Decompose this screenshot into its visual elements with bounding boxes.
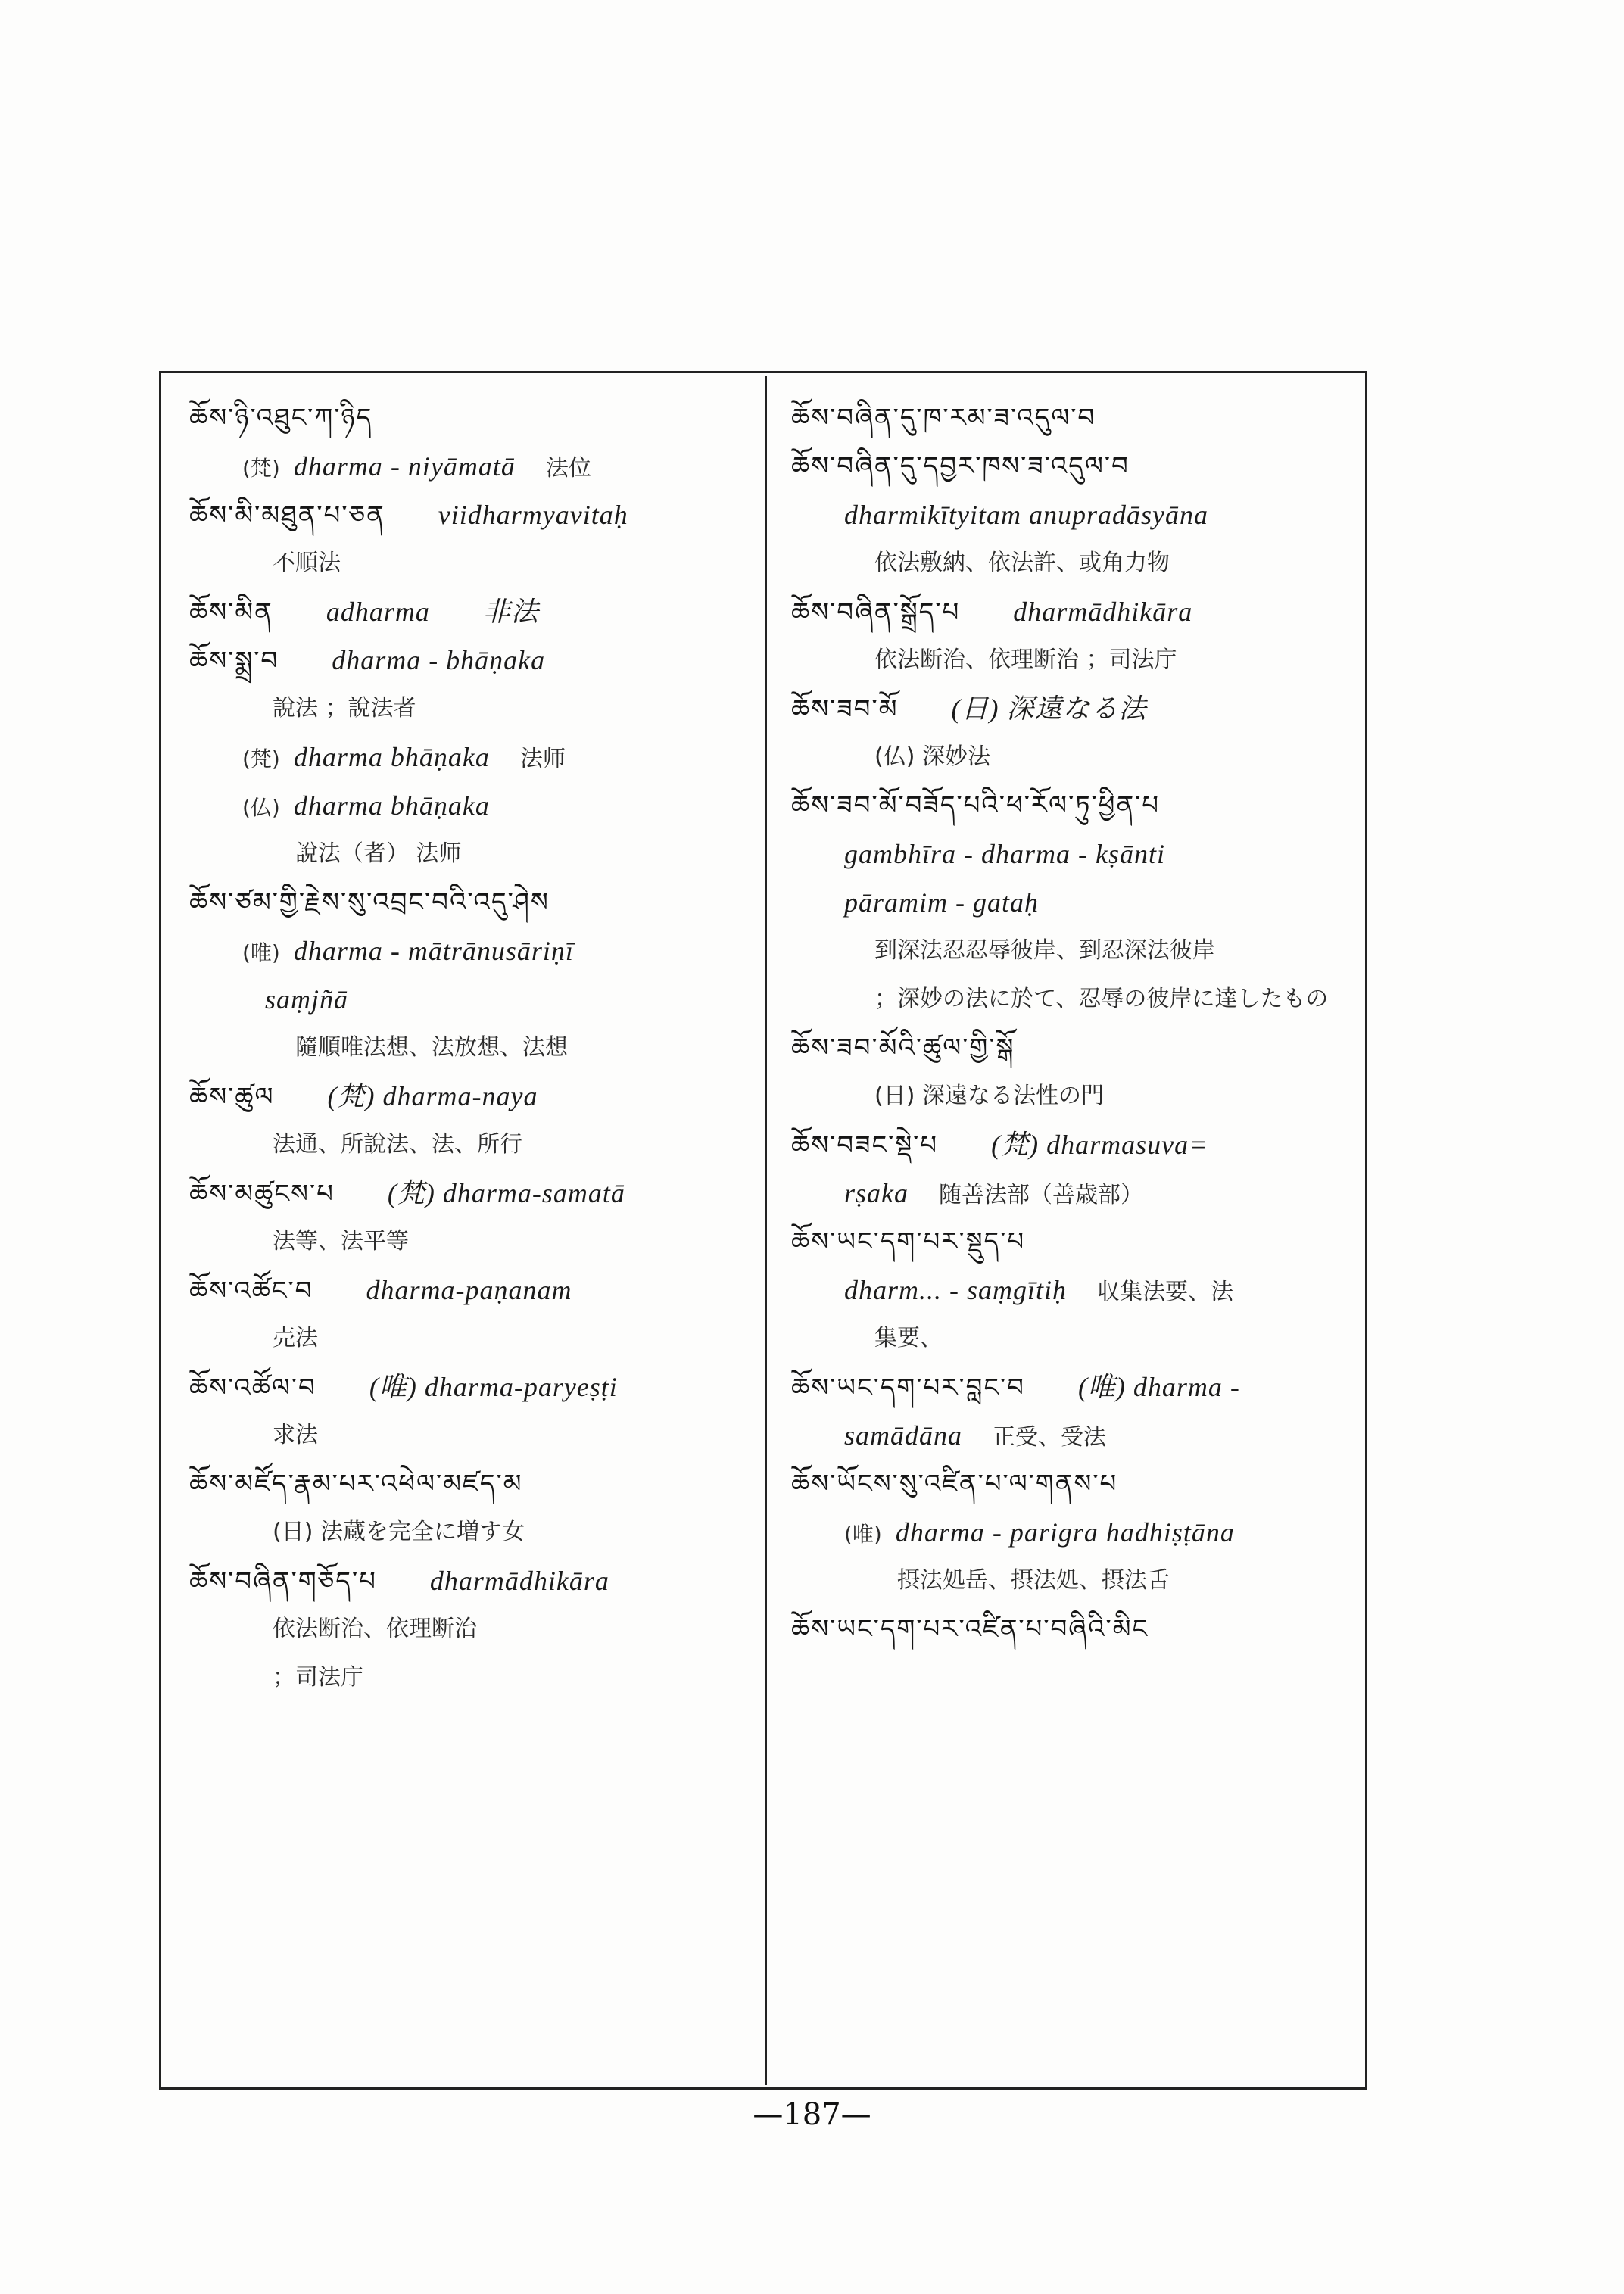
entry-gloss-line (189, 830, 772, 878)
chinese-gloss: 說法 ；說法者 (273, 695, 416, 722)
entry-gloss-line (791, 830, 1374, 878)
source-tag: (仏) (242, 795, 280, 820)
entry-headword-line (791, 1121, 1374, 1169)
entry-headword-line (791, 1024, 1374, 1072)
entry-headword-line (791, 1605, 1374, 1653)
dictionary-entry (189, 394, 772, 491)
source-tag: (梵) (242, 456, 280, 481)
dictionary-entry (791, 781, 1374, 1024)
chinese-gloss: 依法敷納、依法許、或角力物 (874, 550, 1170, 576)
sanskrit-equivalent: (梵) dharmasuva= (991, 1130, 1208, 1160)
dictionary-entry (189, 1072, 772, 1169)
entry-headword-line (189, 491, 772, 539)
tibetan-headword: ཆོས་ཡང་དག་པར་འཛིན་པ་བཞིའི་མིང (791, 1614, 1149, 1644)
sanskrit-equivalent: pāramim - gataḥ (844, 887, 1039, 918)
dictionary-entry (791, 588, 1374, 684)
entry-headword-line (189, 394, 772, 442)
dictionary-entry (791, 442, 1374, 588)
entry-gloss-line (791, 878, 1374, 927)
entry-gloss-line (791, 1266, 1374, 1314)
entry-headword-line (791, 1363, 1374, 1411)
dictionary-entry (791, 1363, 1374, 1460)
chinese-gloss: 随善法部（善歳部） (939, 1182, 1143, 1208)
tibetan-headword: ཆོས་བཞིན་གཅོད་པ (189, 1566, 377, 1597)
entry-gloss-line (791, 1314, 1374, 1363)
tibetan-headword: ཆོས་བཟང་སྡེ་པ (791, 1130, 939, 1161)
source-tag: (唯) (844, 1522, 882, 1547)
dictionary-entry (189, 636, 772, 878)
entry-headword-line (189, 1557, 772, 1605)
entry-headword-line (189, 1072, 772, 1121)
tibetan-headword: ཆོས་བཞིན་སྒྲོད་པ (791, 597, 961, 628)
entry-gloss-line (189, 1411, 772, 1460)
entry-gloss-line (791, 1557, 1374, 1605)
entry-gloss-line (189, 1217, 772, 1266)
entry-headword-line (791, 442, 1374, 491)
tibetan-headword: ཆོས་ཚུལ (189, 1082, 275, 1112)
left-column (189, 394, 772, 1702)
sanskrit-equivalent: dharma - mātrānusāriṇī (293, 936, 574, 966)
tibetan-headword: ཆོས་སྨྲ་བ (189, 646, 279, 676)
chinese-gloss: (仏) 深妙法 (874, 743, 990, 770)
chinese-gloss: 売法 (273, 1325, 318, 1351)
entry-headword-line (791, 394, 1374, 442)
chinese-gloss: 法位 (545, 455, 591, 482)
entry-headword-line (189, 1169, 772, 1217)
dictionary-entry (791, 684, 1374, 781)
entry-gloss-line (791, 539, 1374, 588)
tibetan-headword: ཆོས་ཟབ་མོ་བཟོད་པའི་ཕ་རོལ་ཏུ་ཕྱིན་པ (791, 790, 1161, 821)
tibetan-headword: ཆོས་ཙམ་གྱི་རྗེས་སུ་འབྲང་བའི་འདུ་ཤེས (189, 887, 550, 918)
entry-gloss-line (791, 1169, 1374, 1217)
entry-gloss-line (791, 636, 1374, 684)
sanskrit-equivalent: dharm... - saṃgītiḥ (844, 1275, 1068, 1305)
sanskrit-equivalent: dharma bhāṇaka (293, 790, 490, 821)
tibetan-headword: ཆོས་མཛོད་རྣམ་པར་འཕེལ་མཛད་མ (189, 1469, 523, 1499)
chinese-gloss: 摂法処岳、摂法処、摂法舌 (897, 1567, 1170, 1594)
chinese-gloss: 不順法 (273, 550, 341, 576)
sanskrit-equivalent: dharma - parigra hadhiṣṭāna (895, 1517, 1235, 1548)
chinese-gloss: 法师 (519, 746, 566, 772)
chinese-gloss: 依法断治、依理断治 (273, 1616, 477, 1642)
chinese-gloss: 法等、法平等 (273, 1228, 409, 1255)
entry-gloss-line (791, 1508, 1374, 1557)
sanskrit-equivalent: saṃjñā (265, 984, 349, 1015)
sanskrit-equivalent: (唯) dharma-paryeṣṭi (369, 1372, 618, 1402)
sanskrit-equivalent: dharma - niyāmatā (293, 451, 516, 482)
entry-gloss-line (189, 1605, 772, 1653)
chinese-gloss: 隨順唯法想、法放想、法想 (295, 1034, 568, 1061)
dictionary-entry (791, 1121, 1374, 1217)
tibetan-headword: ཆོས་བཞིན་དུ་ཁ་རམ་ཟ་འདུལ་བ (791, 403, 1096, 433)
sanskrit-equivalent: viidharmyavitaḥ (438, 500, 628, 530)
chinese-gloss: 求法 (273, 1422, 318, 1448)
sanskrit-equivalent: dharmādhikāra (1013, 597, 1193, 627)
dictionary-entry (189, 1266, 772, 1363)
sanskrit-equivalent: dharma bhāṇaka (293, 742, 490, 772)
dictionary-entry (791, 1605, 1374, 1653)
sanskrit-equivalent: dharma-paṇanam (366, 1275, 572, 1305)
entry-gloss-line (189, 975, 772, 1024)
dictionary-entry (189, 588, 772, 636)
entry-gloss-line (189, 927, 772, 975)
entry-gloss-line (189, 1314, 772, 1363)
entry-headword-line (791, 684, 1374, 733)
tibetan-headword: ཆོས་འཚོང་བ (189, 1276, 313, 1306)
entry-gloss-line (791, 1411, 1374, 1460)
entry-gloss-line (189, 539, 772, 588)
tibetan-headword: ཆོས་ཟབ་མོ (791, 694, 899, 725)
dictionary-entry (791, 394, 1374, 442)
entry-gloss-line (189, 1508, 772, 1557)
sanskrit-equivalent: dharma - bhāṇaka (332, 645, 546, 675)
chinese-gloss: ；司法庁 (273, 1664, 363, 1691)
entry-gloss-line (189, 442, 772, 491)
dictionary-entry (189, 1363, 772, 1460)
sanskrit-equivalent: 非法 (482, 597, 539, 627)
entry-headword-line (791, 588, 1374, 636)
entry-headword-line (189, 1266, 772, 1314)
entry-headword-line (189, 1363, 772, 1411)
tibetan-headword: ཆོས་ཡང་དག་པར་བླང་བ (791, 1373, 1025, 1403)
tibetan-headword: ཆོས་ཉི་འཐུང་ཀ་ཉིད (189, 403, 373, 433)
entry-gloss-line (791, 975, 1374, 1024)
page-number: —187— (753, 2097, 871, 2132)
sanskrit-equivalent: (日) 深遠なる法 (951, 693, 1147, 724)
sanskrit-equivalent: (梵) dharma-naya (327, 1081, 538, 1111)
source-tag: (梵) (242, 746, 280, 771)
dictionary-entry (189, 878, 772, 1072)
source-tag: (唯) (242, 940, 280, 965)
tibetan-headword: ཆོས་མིན (189, 597, 273, 628)
dictionary-entry (189, 1460, 772, 1557)
chinese-gloss: 集要、 (874, 1325, 943, 1351)
right-column (791, 394, 1374, 1653)
chinese-gloss: 収集法要、法 (1097, 1279, 1234, 1305)
entry-headword-line (189, 588, 772, 636)
sanskrit-equivalent: adharma (326, 597, 430, 627)
entry-gloss-line (189, 781, 772, 830)
chinese-gloss: 法通、所說法、法、所行 (273, 1131, 522, 1158)
entry-gloss-line (189, 1121, 772, 1169)
chinese-gloss: ；深妙の法に於て、忍辱の彼岸に達したもの (874, 986, 1329, 1012)
chinese-gloss: (日) 深遠なる法性の門 (874, 1083, 1104, 1109)
tibetan-headword: ཆོས་མི་མཐུན་པ་ཅན (189, 500, 385, 531)
dictionary-entry (189, 1169, 772, 1266)
sanskrit-equivalent: dharmikītyitam anupradāsyāna (844, 500, 1208, 530)
sanskrit-equivalent: rṣaka (844, 1178, 909, 1208)
chinese-gloss: (日) 法蔵を完全に増す女 (273, 1519, 525, 1545)
entry-headword-line (189, 1460, 772, 1508)
chinese-gloss: 到深法忍忍辱彼岸、到忍深法彼岸 (874, 937, 1215, 964)
entry-gloss-line (189, 684, 772, 733)
entry-headword-line (189, 636, 772, 684)
sanskrit-equivalent: samādāna (844, 1420, 963, 1451)
dictionary-entry (791, 1217, 1374, 1363)
sanskrit-equivalent: dharmādhikāra (429, 1566, 609, 1596)
entry-headword-line (791, 1460, 1374, 1508)
dictionary-entry (189, 491, 772, 588)
entry-headword-line (791, 781, 1374, 830)
chinese-gloss: 說法（者） 法师 (295, 840, 462, 867)
tibetan-headword: ཆོས་མཚུངས་པ (189, 1179, 335, 1209)
sanskrit-equivalent: (唯) dharma - (1077, 1372, 1240, 1402)
dictionary-entry (791, 1024, 1374, 1121)
chinese-gloss: 正受、受法 (993, 1424, 1107, 1451)
sanskrit-equivalent: gambhīra - dharma - kṣānti (844, 839, 1165, 869)
dictionary-entry (189, 1557, 772, 1702)
tibetan-headword: ཆོས་བཞིན་དུ་དབྱར་ཁས་ཟ་འདུལ་བ (791, 451, 1130, 482)
tibetan-headword: ཆོས་ཡང་དག་པར་སྡུད་པ (791, 1226, 1026, 1257)
entry-gloss-line (791, 491, 1374, 539)
entry-gloss-line (189, 1653, 772, 1702)
entry-gloss-line (791, 927, 1374, 975)
dictionary-entry (791, 1460, 1374, 1605)
tibetan-headword: ཆོས་འཚོལ་བ (189, 1373, 316, 1403)
entry-gloss-line (189, 733, 772, 781)
entry-headword-line (189, 878, 772, 927)
entry-gloss-line (791, 1072, 1374, 1121)
entry-gloss-line (189, 1024, 772, 1072)
tibetan-headword: ཆོས་ཟབ་མོའི་ཚུལ་གྱི་སྒོ (791, 1033, 1015, 1063)
tibetan-headword: ཆོས་ཡོངས་སུ་འཛིན་པ་ལ་གནས་པ (791, 1469, 1118, 1499)
chinese-gloss: 依法断治、依理断治 ；司法庁 (874, 647, 1177, 673)
sanskrit-equivalent: (梵) dharma-samatā (387, 1178, 625, 1208)
entry-gloss-line (791, 733, 1374, 781)
entry-headword-line (791, 1217, 1374, 1266)
